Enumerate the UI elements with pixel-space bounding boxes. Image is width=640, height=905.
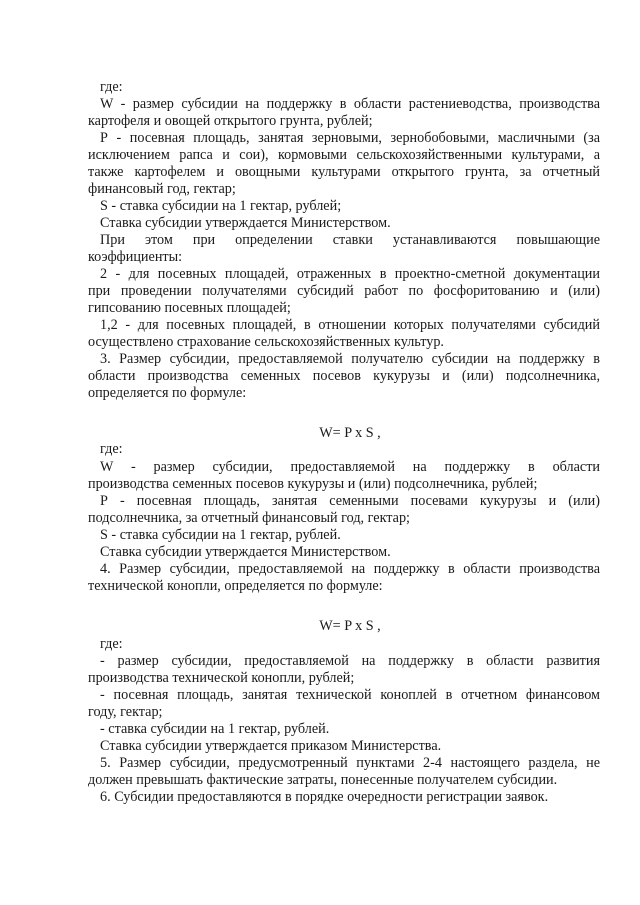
text-line: осуществлено страхование сельскохозяйственных культур. (88, 334, 444, 350)
text-line: W - размер субсидии, предоставляемой на поддержку в области (100, 459, 600, 475)
text-line: Ставка субсидии утверждается Министерством. (100, 544, 391, 560)
formula: W= P x S , (319, 618, 381, 634)
text-line: S - ставка субсидии на 1 гектар, рублей; (100, 198, 342, 214)
text-line: Р - посевная площадь, занятая семенными посевами кукурузы и (или) (100, 493, 600, 509)
text-line: также картофелем и овощными культурами открытого грунта, за отчетный (88, 164, 600, 180)
text-line: - посевная площадь, занятая технической коноплей в отчетном финансовом (100, 687, 600, 703)
text-line: 2 - для посевных площадей, отраженных в проектно-сметной документации (100, 266, 600, 282)
text-line: исключением рапса и сои), кормовыми сельскохозяйственными культурами, а (88, 147, 600, 163)
text-line: гипсованию посевных площадей; (88, 300, 291, 316)
text-line: производства технической конопли, рублей; (88, 670, 355, 686)
text-line: 6. Субсидии предоставляются в порядке очередности регистрации заявок. (100, 789, 549, 805)
text-line: Ставка субсидии утверждается Министерством. (100, 215, 391, 231)
text-line: производства семенных посевов кукурузы и (или) подсолнечника, рублей; (88, 476, 538, 492)
text-line: технической конопли, определяется по формуле: (88, 578, 383, 594)
text-line: где: (100, 79, 123, 95)
text-line: При этом при определении ставки устанавливаются повышающие (100, 232, 600, 248)
text-line: картофеля и овощей открытого грунта, рублей; (88, 113, 373, 129)
text-line: Р - посевная площадь, занятая зерновыми, зернобобовыми, масличными (за (100, 130, 600, 146)
text-line: 5. Размер субсидии, предусмотренный пунктами 2-4 настоящего раздела, не (100, 755, 600, 771)
text-line: при проведении получателями субсидий работ по фосфоритованию и (или) (88, 283, 600, 299)
text-line: 3. Размер субсидии, предоставляемой получателю субсидии на поддержку в (100, 351, 600, 367)
text-line: где: (100, 441, 123, 457)
text-line: подсолнечника, за отчетный финансовый год, гектар; (88, 510, 410, 526)
text-line: S - ставка субсидии на 1 гектар, рублей. (100, 527, 341, 543)
text-line: - размер субсидии, предоставляемой на поддержку в области развития (100, 653, 600, 669)
text-line: 1,2 - для посевных площадей, в отношении которых получателями субсидий (100, 317, 600, 333)
text-line: 4. Размер субсидии, предоставляемой на поддержку в области производства (100, 561, 600, 577)
text-line: коэффициенты: (88, 249, 183, 265)
text-line: должен превышать фактические затраты, понесенные получателем субсидии. (88, 772, 558, 788)
text-line: году, гектар; (88, 704, 163, 720)
text-line: - ставка субсидии на 1 гектар, рублей. (100, 721, 330, 737)
formula: W= P x S , (319, 425, 381, 441)
text-line: Ставка субсидии утверждается приказом Министерства. (100, 738, 442, 754)
text-line: W - размер субсидии на поддержку в области растениеводства, производства (100, 96, 600, 112)
text-line: области производства семенных посевов кукурузы и (или) подсолнечника, (88, 368, 600, 384)
text-line: финансовый год, гектар; (88, 181, 236, 197)
text-line: определяется по формуле: (88, 385, 247, 401)
text-line: где: (100, 636, 123, 652)
